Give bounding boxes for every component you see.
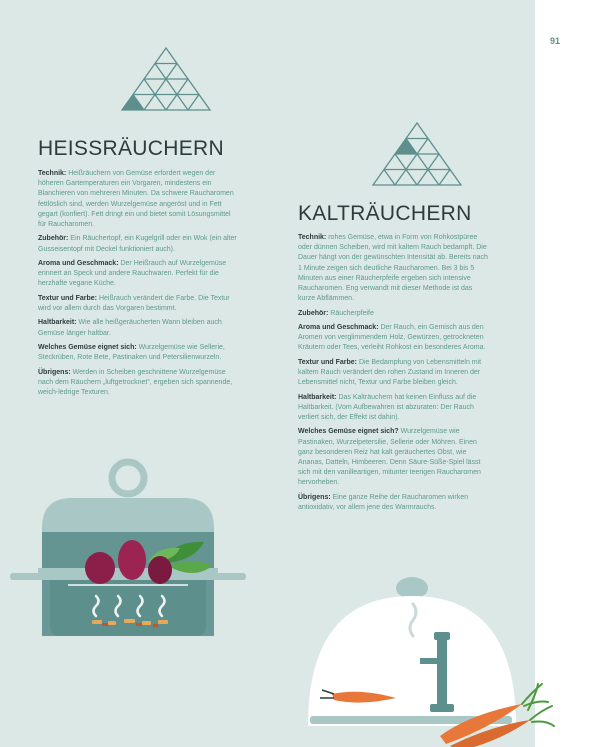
left-label: Haltbarkeit: <box>38 319 77 327</box>
left-text: Wie alle heißgeräucherten Wann bleiben auch Gemüse länger haltbar. <box>38 319 222 337</box>
left-text: Ein Räuchertopf, ein Kugelgrill oder ein Wok (ein alter Gusseisentopf mit Deckel funktioniert auch). <box>38 235 237 253</box>
right-text: Der Rauch, ein Gemisch aus den Aromen von verglimmendem Holz, Gewürzen, getrockneten Kräutern oder Tees, verleiht Rohkost ein besonderes Aroma. <box>298 324 486 352</box>
left-text: Werden in Scheiben geschnittene Wurzelgemüse nach dem Räuchern „luftgetrocknet“, ergeben sich spannende, weich-ledrige Texturen. <box>38 368 233 396</box>
right-label: Zubehör: <box>298 309 329 317</box>
cold-smoking-cloche-illustration <box>300 576 570 747</box>
left-text: Heißräuchern von Gemüse erfordert wegen der höheren Gartemperaturen ein Vorgaren, mindestens ein Blanchieren von mehreren Minuten. Da schwere Raucharomen fettlöslich sind, werden Wurzelgemüse angeröst und in Fett gegart (konfiert). Fett dringt ein und bietet somit Lösungsmittel für Raucharomen. <box>38 170 234 229</box>
right-title: KALTRÄUCHERN <box>298 202 472 225</box>
left-paragraph <box>38 318 238 338</box>
right-text-column <box>298 233 490 517</box>
right-text: rohes Gemüse, etwa in Form von Rohkostpüree oder dünnen Scheiben, wird mit kaltem Rauch bedampft. Die Dauer hängt von der gewünschten Intensität ab. Bereits nach 1 Minute zeigen sich deutliche Raucharomen. Bei 3 bis 5 Minuten aus einer Räucherpfeife ergeben sich intensive Raucharomen. Eng verwandt mit dieser Methode ist das kurze Abflämmen. <box>298 234 488 303</box>
pyramid-icon-left <box>120 46 212 112</box>
left-paragraph <box>38 259 238 290</box>
left-paragraph <box>38 169 238 230</box>
left-label: Technik: <box>38 170 67 177</box>
right-label: Technik: <box>298 234 327 241</box>
left-label: Zubehör: <box>38 235 69 243</box>
left-text: Heißrauch verändert die Farbe. Die Textur wird vor allem durch das Vorgaren bestimmt. <box>38 294 230 312</box>
left-text: Der Heißrauch auf Wurzelgemüse erinnert an Speck und andere Rauchwaren. Perfekt für die herzhafte vegane Küche. <box>38 260 227 288</box>
left-paragraph <box>38 368 238 399</box>
right-text: Eine ganze Reihe der Raucharomen wirken antioxidativ, vor allem jene des Warmrauchs. <box>298 493 469 511</box>
right-label: Übrigens: <box>298 493 331 501</box>
left-paragraph <box>38 294 238 314</box>
page-number: 91 <box>550 36 561 46</box>
right-text: Das Kalträuchern hat keinen Einfluss auf die Haltbarkeit. (Vom Aufbewahren ist abzuraten: Der Rauch verliert sich, der Effekt ist dahin). <box>298 393 477 421</box>
left-text-column <box>38 169 238 402</box>
left-title: HEISSRÄUCHERN <box>38 137 224 160</box>
right-paragraph <box>298 493 490 513</box>
pyramid-icon-right <box>371 121 463 187</box>
smoking-pot-illustration <box>8 456 258 646</box>
right-paragraph <box>298 309 490 319</box>
right-label: Textur und Farbe: <box>298 358 357 366</box>
left-text: Wurzelgemüse wie Sellerie, Steckrüben, Rote Bete, Pastinaken und Petersilienwurzeln. <box>38 343 225 362</box>
right-paragraph <box>298 427 490 488</box>
right-text: Die Bedampfung von Lebensmitteln mit kaltem Rauch verändert den rohen Zustand im Inneren der Lebensmittel nicht, Textur und Farbe bleiben gleich. <box>298 358 482 387</box>
right-paragraph <box>298 358 490 389</box>
left-paragraph <box>38 343 238 363</box>
right-text: Räucherpfeife <box>330 309 374 317</box>
left-paragraph <box>38 234 238 254</box>
right-label: Aroma und Geschmack: <box>298 324 379 331</box>
right-paragraph <box>298 393 490 424</box>
right-label: Haltbarkeit: <box>298 393 337 401</box>
left-label: Übrigens: <box>38 368 71 376</box>
left-label: Welches Gemüse eignet sich: <box>38 343 137 351</box>
right-text: Wurzelgemüse wie Pastinaken, Wurzelpetersilie, Sellerie oder Möhren. Einen ganz besonderen Reiz hat kalt geräuchertes Obst, wie Ananas, Datteln, Himbeeren. Denn Säure-Süße-Spiel lässt sich mit den vanilleartigen, mitunter teerigen Raucharomen hervorheben. <box>298 428 481 487</box>
left-label: Aroma und Geschmack: <box>38 260 119 267</box>
right-paragraph <box>298 323 490 354</box>
right-paragraph <box>298 233 490 304</box>
left-label: Textur und Farbe: <box>38 294 97 302</box>
right-label: Welches Gemüse eignet sich? <box>298 428 399 436</box>
